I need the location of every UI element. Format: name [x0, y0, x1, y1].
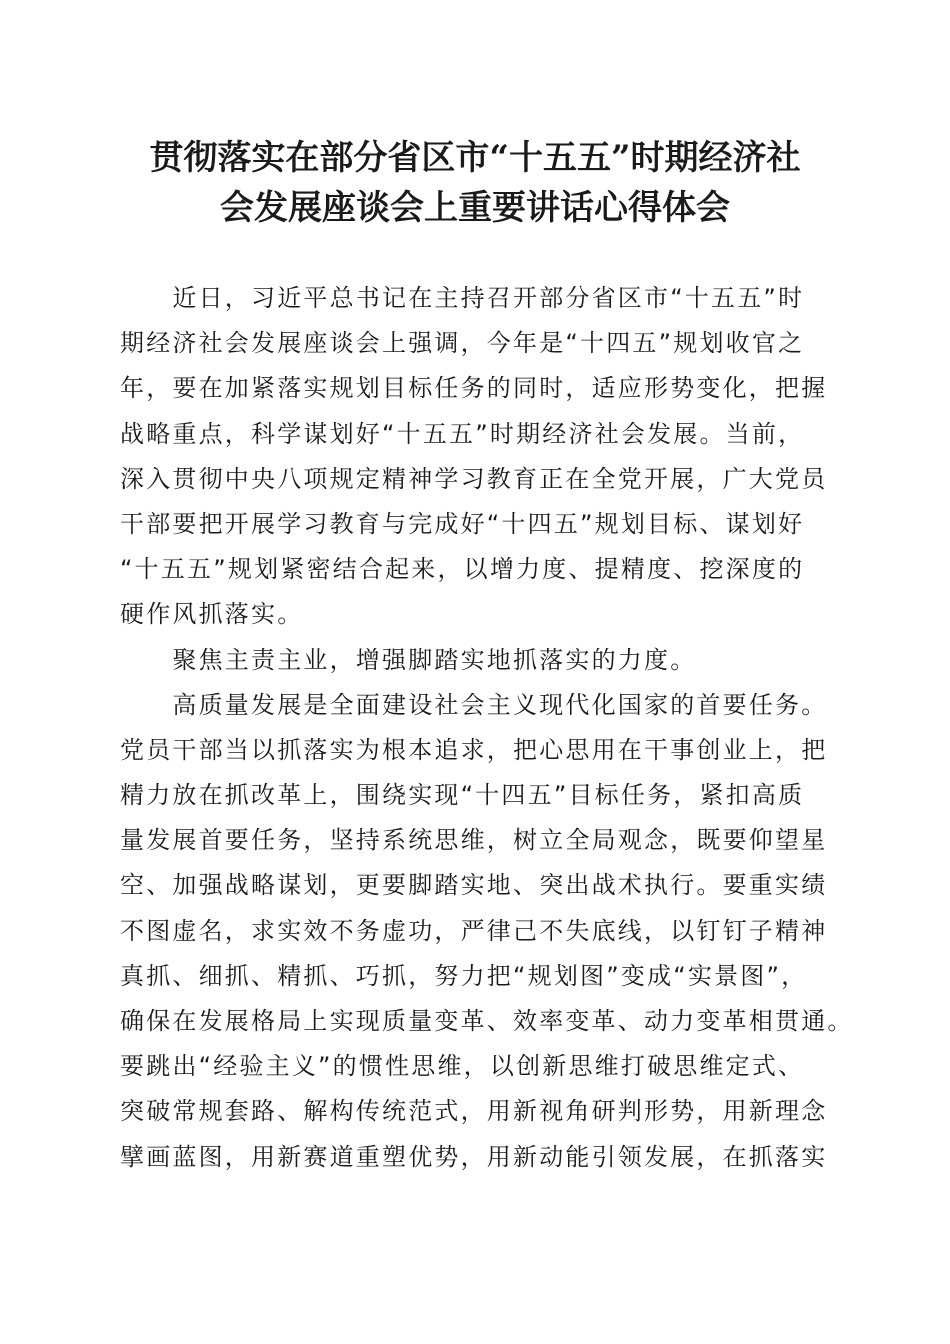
body-line: 不图虚名，求实效不务虚功，严律己不失底线，以钉钉子精神 [120, 916, 828, 945]
body-line: 精力放在抓改革上，围绕实现“十四五”目标任务，紧扣高质 [120, 781, 805, 810]
body-line: “十五五”规划紧密结合起来，以增力度、提精度、挖深度的 [120, 555, 805, 584]
body-line: 年，要在加紧落实规划目标任务的同时，适应形势变化，把握 [120, 374, 828, 403]
body-line: 高质量发展是全面建设社会主义现代化国家的首要任务。 [120, 690, 828, 719]
body-line: 近日，习近平总书记在主持召开部分省区市“十五五”时 [120, 284, 805, 312]
body-line: 量发展首要任务，坚持系统思维，树立全局观念，既要仰望星 [120, 826, 828, 855]
body-line: 空、加强战略谋划，更要脚踏实地、突出战术执行。要重实绩 [120, 871, 828, 900]
body-line: 擘画蓝图，用新赛道重塑优势，用新动能引领发展，在抓落实 [120, 1142, 828, 1171]
body-line: 硬作风抓落实。 [120, 600, 304, 629]
body-line: 期经济社会发展座谈会上强调，今年是“十四五”规划收官之 [120, 329, 805, 358]
body-line: 深入贯彻中央八项规定精神学习教育正在全党开展，广大党员 [120, 464, 828, 493]
body-line: 党员干部当以抓落实为根本追求，把心思用在干事创业上，把 [120, 735, 828, 764]
document-title [110, 133, 840, 233]
body-line: 确保在发展格局上实现质量变革、效率变革、动力变革相贯通。 [120, 1007, 854, 1035]
body-line: 战略重点，科学谋划好“十五五”时期经济社会发展。当前， [120, 419, 805, 448]
body-line: 要跳出“经验主义”的惯性思维，以创新思维打破思维定式、 [120, 1052, 805, 1081]
body-line: 真抓、细抓、精抓、巧抓，努力把“规划图”变成“实景图”， [120, 961, 808, 990]
body-line: 干部要把开展学习教育与完成好“十四五”规划目标、谋划好 [120, 509, 805, 538]
body-line: 突破常规套路、解构传统范式，用新视角研判形势，用新理念 [120, 1097, 828, 1126]
title-line: 贯彻落实在部分省区市“十五五”时期经济社 [149, 138, 801, 178]
document-body [120, 276, 854, 1180]
section-heading: 聚焦主责主业，增强脚踏实地抓落实的力度。 [120, 645, 697, 674]
title-line: 会发展座谈会上重要讲话心得体会 [220, 188, 730, 228]
